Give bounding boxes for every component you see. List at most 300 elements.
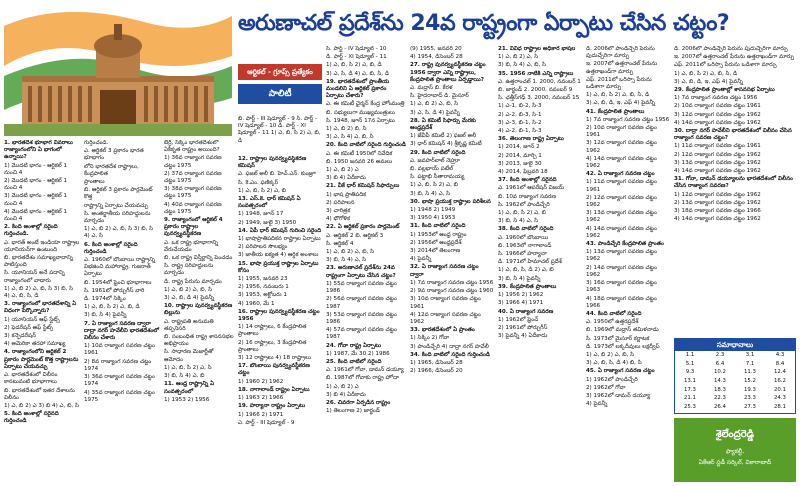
question-line: 33. భారతదేశంలో ఏ ప్రాంతం	[410, 327, 475, 334]
question-line: 1) ఎ, బి, సి 2) ఎ, బి, డి	[326, 62, 382, 69]
question-line: బి. భారతదేశంలో ఇతర దేశాలను విలీనం	[4, 387, 75, 401]
question-line: 3) బి, సి 4) పైవన్నీ	[84, 312, 127, 319]
question-line: 3) ఎ, సి, డి 4) పైవన్నీ	[410, 109, 460, 116]
question-line: 3) మొదటి భాగం - ఆర్టికల్ 1 నుంచి 4	[4, 193, 68, 207]
question-line: 1) సిక్కిం 2) గోవా	[410, 335, 450, 342]
question-line: 1) 55వ రాజ్యాంగ సవరణ చట్టం 1986	[326, 280, 397, 295]
question-line: 1) 1960 2) 1962	[238, 378, 284, 385]
question-line: 1) ఎ, బి 2) ఎ, బి, సి 3) బి, సి 4) ఎ, సి	[84, 226, 154, 240]
question-line: ఎ. ఈ కమిటీ ఛైర్మన్ కేంద్ర హోంమంత్రి	[326, 101, 405, 108]
question-line: 27. రాష్ట్ర పునర్వ్యవస్థీకరణ చట్టం 1956 ద్వారా ఎన్ని రాష్ట్రాలు, కేంద్రపాలిత ప్రాంతాలు ఏర్పడ్డాయి?	[410, 62, 486, 83]
question-line: 1) భాషాప్రాతిపదికన రాష్ట్రాల ఏర్పాటు	[238, 236, 321, 243]
question-line: 1) 2014, జూన్ 2	[498, 144, 540, 151]
answer-cell: 16.2	[773, 378, 786, 385]
question-line: 2) 1949, జులై 3) 1950	[238, 219, 297, 226]
question-line: 37. కింది అంశాల్లో సరైనది	[498, 177, 557, 184]
question-line: బి. 10వ రాజ్యాంగ సవరణ	[498, 193, 556, 200]
question-line: 1) ఎ, బి 2) ఎ	[326, 383, 359, 390]
question-line: 1) ఎ-1, బి-2, సి-3	[498, 103, 542, 110]
question-line: 20. కింది వాటిలో సరైంది గుర్తించండి	[326, 142, 406, 149]
answer-key	[674, 338, 796, 414]
question-line: సి. యూనియన్ అనే పదాన్ని రాజ్యాంగంలో వాడారు	[4, 270, 65, 284]
parliament-photo	[4, 6, 232, 136]
question-line: 14. ఏపీ ధార్ కమిషన్ గురించి సరైంది	[238, 227, 322, 234]
question-line: 28. ఏ కమిటీ సిఫార్సు మేరకు ఆంధ్రప్రదేశ్	[410, 117, 476, 132]
question-line: బెర్రీ, సిక్కిం భారతదేశంలో ఏకీకృత రాష్ట్రం అయింది?	[164, 140, 220, 154]
question-line: 4) భౌగోళిక	[326, 216, 351, 223]
question-line: 2) 9వ రాజ్యాంగ సవరణ చట్టం 1960	[410, 288, 494, 295]
question-line: 4) పైవన్నీ	[586, 401, 608, 408]
question-line: బి. 1963లో నాగాలాండ్	[498, 242, 552, 249]
question-line: 38. కింది వాటిలో సరైంది	[498, 226, 554, 233]
answer-cell: 5.1	[685, 360, 695, 367]
question-line: డి. రాష్ట్ర పేరును మార్చడం	[164, 278, 222, 285]
question-line: 1) ఎ, బి 2) ఎ, బి, సి	[410, 101, 458, 108]
question-line: 3) ఎ-3, బి-1, సి-2	[498, 119, 542, 126]
question-line: 15. భాషా ప్రయుక్త రాష్ట్రాల ఏర్పాటు కోసం	[238, 260, 319, 274]
question-line: 32. ఏ రాజ్యాంగ సవరణ చట్టం ద్వారా	[410, 264, 479, 278]
question-line: బి. 1969లో మద్రాస్ తమిళనాడు	[586, 327, 659, 334]
question-line: సి. 1962లో పాండిచ్చేరి	[498, 201, 550, 208]
question-line: 1) ఎ, బి, సి 2) ఎ, బి, సి, డి	[586, 92, 650, 99]
question-line: 16. రాష్ట్రాల పునర్వ్యవస్థీకరణ చట్టం 1956	[238, 308, 320, 323]
answer-cell: 4.3	[775, 352, 785, 359]
question-line: 2) 1966, డిసెంబర్ 20	[410, 368, 463, 375]
answer-cell: 24.3	[773, 395, 786, 402]
answer-cell: 6.4	[715, 360, 725, 367]
question-line: సి. 1966లో హర్యానా	[498, 251, 547, 258]
answer-cell: 21.1	[683, 395, 696, 402]
question-line: 1) ఎ, బి 2) ఎ, బి, సి 3) బి, సి 4) ఎ, బి, సి, డి	[4, 285, 74, 300]
parliament-building-icon	[4, 6, 232, 136]
question-line: ఎఫ్. 2011లో ఒరిస్సా పేరును ఒడిశాగా మార్పు	[674, 62, 777, 69]
question-line: 24. గోవా రాష్ట్ర ఏర్పాటు	[326, 342, 382, 349]
question-line: 1) భాష ప్రాతిపదిక	[326, 191, 367, 198]
question-line: 4) 14వ రాజ్యాంగ సవరణ చట్టం 1962	[586, 155, 657, 170]
question-line: 2) 37వ రాజ్యాంగ సవరణ చట్టం 1975	[164, 170, 222, 185]
question-line: 45. ఏ రాజ్యాంగ సవరణ చట్టం	[586, 368, 655, 375]
question-line: 2) 1962లో గోవా	[586, 384, 626, 391]
question-line: 3) 2013, జులై 30	[498, 160, 542, 167]
question-line: 1) జేవీపీ కమిటీ 2) ఫజల్ అలీ	[410, 133, 477, 140]
question-line: డి. 2006లో పాండిచ్చేరి పేరును పుదుచ్చేరిగా మార్పు	[674, 46, 788, 52]
question-line: ప్రాంతాలు	[84, 179, 105, 186]
question-line: 42. ఏ రాజ్యాంగ సవరణ చట్టం	[586, 171, 655, 178]
question-line: 1) 1965, డిసెంబర్ 28	[410, 359, 463, 366]
question-line: 1) 1948, జూన్ 17	[238, 211, 284, 218]
question-line: 9. రాజ్యాంగంలో ఆర్టికల్ 4 ప్రకారం రాష్ట్రాల పునర్వ్యవస్థీకరణ	[164, 217, 223, 238]
question-column-2	[84, 140, 160, 484]
question-line: 26. చివరగా ఏర్పడిన రాష్ట్రం	[326, 399, 391, 406]
question-line: 18. నాగాలాండ్ రాష్ట్రం ఏర్పాటు	[238, 386, 310, 393]
answer-cell: 28.1	[773, 403, 786, 410]
question-line: 25. కింది వాటిలో సరైంది	[326, 358, 382, 365]
question-line: 3) చారిత్రక	[326, 208, 351, 215]
question-line: 3) ఎ, బి, డి, ఇ, ఎఫ్ 4) పైవన్నీ	[674, 78, 744, 85]
question-line: 3) ఎ, సి 4) ఎ, బి, సి	[326, 134, 374, 141]
question-line: 2) 1956లో ఆంధ్రప్రదేశ్	[410, 239, 462, 246]
question-line: ఎ. ఉత్తరాంచల్ 1. 2000, నవంబర్ 1	[498, 78, 581, 85]
question-line: 3) 36వ రాజ్యాంగ సవరణ చట్టం 1974	[84, 374, 155, 388]
question-line: 1) 1948 2) 1949	[410, 207, 456, 214]
question-line: బి. 1987లో గోవాకు రాష్ట్ర హోదా	[326, 375, 399, 382]
page-title: అరుణాచల్ ప్రదేశ్‌ను 24వ రాష్ట్రంగా ఏర్పాటు చేసిన చట్టం?	[238, 11, 730, 36]
question-line: 1) 1955, జనవరి 23	[238, 276, 288, 283]
question-line: 44. కింది వాటిలో సరైంది	[586, 310, 642, 317]
question-line: 1) 1963 2) 1966	[238, 395, 284, 402]
question-line: 3) జాతీయ ఐక్యత 4) ఆర్థిక అంశాలు	[238, 252, 319, 259]
question-line: 1) ఎ, బి, సి 2) ఎ, బి	[410, 182, 458, 189]
question-line: బి. 1950 జనవరి 26 అమలు	[326, 158, 393, 165]
question-line: 3) ఎ, బి, డి 4) పైవన్నీ	[164, 295, 215, 302]
question-line: 3) ఎ, బి, డి, ఇ, ఎఫ్ 4) పైవన్నీ	[586, 100, 656, 107]
question-line: 2) పరిపాలన సౌలభ్యం	[238, 244, 288, 251]
answer-key-table	[675, 351, 795, 411]
question-line: 1) మొదటి భాగం - ఆర్టికల్ 1 నుంచి 4	[4, 162, 68, 176]
question-line: 2) పరిపాలన	[326, 199, 355, 206]
question-column-8	[586, 46, 670, 486]
question-line: బి. 1954లో ఫ్రెంచి భూభాగాలు	[84, 279, 152, 286]
question-line: 39. కేంద్రపాలిత ప్రాంతాలు	[498, 283, 557, 290]
question-line: 3) 13వ రాజ్యాంగ సవరణ చట్టం 1962	[674, 159, 761, 166]
question-line: 1) ఎ, బి 2) ఎ 3) బి 4) ఎ, బి, సి	[4, 402, 79, 409]
question-line: 4) 1954, డిసెంబర్ 28	[410, 54, 463, 61]
question-line: ఎఫ్. 2011లో ఒరిస్సా పేరును ఒడిశాగా మార్పు	[586, 76, 652, 91]
question-column-5	[326, 46, 406, 486]
question-line: 4. రాజ్యాంగంలోని ఆర్టికల్ 2 ప్రకారం పార్లమెంట్ కొత్త రాష్ట్రాలను ఏర్పాటు చేయవచ్చు	[4, 349, 79, 370]
question-line: 3) బి, సి 4) ఎ, సి	[410, 190, 451, 197]
answer-cell: 8.4	[775, 360, 785, 367]
question-line: 3) 12 రాష్ట్రాలు 4) 18 రాష్ట్రాలు	[238, 355, 312, 362]
question-line: సి. 1948, జూన్ 17న ఏర్పాటు	[326, 117, 395, 124]
question-line: 1. భారతదేశ భూభాగ వివరాలు రాజ్యాంగంలోని ఏ భాగంలో ఉన్నాయి?	[4, 140, 73, 161]
question-line: 3) ఎ, బి, సి, డి 4) బి, సి	[586, 360, 642, 367]
question-line: 1) తెలంగాణ 2) జార్ఖండ్	[326, 408, 380, 415]
question-line: ఇ. 2007లో ఉత్తరాంచల్ పేరును ఉత్తరాఖండ్‌గా మార్పు	[586, 61, 658, 75]
question-line: 43. పాండిచ్చేరి కేంద్రపాలిత ప్రాంతం	[586, 241, 664, 248]
section-tag	[238, 64, 322, 110]
question-line: 1) 1966 2) 1971	[238, 411, 284, 418]
answer-cell: 10.2	[713, 369, 726, 376]
question-line: 21. వీకే ధార్ కమిషన్ సిఫార్సులు	[326, 183, 400, 190]
question-line: 3) 10వ రాజ్యాంగ సవరణ చట్టం 1961	[410, 296, 481, 310]
answer-row	[675, 385, 795, 394]
question-line: 1) ఎ, బి, సి, డి 2) ఎ, బి	[498, 267, 554, 274]
question-line: 1) ఎ, బి, సి 2) ఎ, సి	[164, 364, 212, 371]
question-line: సి. ఆర్టికల్ 4	[326, 240, 354, 247]
question-column-3	[164, 140, 234, 484]
question-line: ఎ. 1950లో ఉత్తరప్రదేశ్	[586, 319, 639, 326]
question-line: 21. వివిధ రాష్ట్రాల అధికార భాషల	[498, 46, 576, 52]
question-line: సి. ఛత్తీస్‌గఢ్ 3. 2000, నవంబర్ 15	[498, 95, 580, 102]
question-line: 17. బొంబాయి పునర్వ్యవస్థీకరణ చట్టం	[238, 363, 310, 377]
question-line: 1) 11వ రాజ్యాంగ సవరణ చట్టం 1961	[586, 179, 657, 193]
question-line: 2) 10వ రాజ్యాంగ సవరణ చట్టం 1961	[586, 125, 657, 139]
question-line: డి. 2006లో పాండిచ్చేరి పేరును పుదుచ్చేరిగా మార్పు	[586, 46, 655, 60]
question-line: 4) 1960, మే 1	[238, 300, 275, 307]
question-line: 1) 1962లో ఫ్రెంచ్	[498, 316, 539, 323]
question-line: 2) 56వ రాజ్యాంగ సవరణ చట్టం 1987	[326, 296, 397, 310]
question-line: 11. ఆంధ్ర రాష్ట్రాన్ని ఏ సంవత్సరంలో	[164, 381, 215, 395]
question-line: 1) ఎ, బి, సి 2) ఎ, బి	[498, 210, 546, 217]
question-line: 3) 38వ రాజ్యాంగ సవరణ చట్టం 1975	[164, 186, 222, 200]
answer-row	[675, 394, 795, 403]
answer-cell: 15.2	[743, 378, 756, 385]
question-line: ఎ. భారతదేశంలో విలీనం కానటువంటి భూభాగాలు	[4, 372, 58, 386]
tag-category: ఆర్టికల్ - గ్రూప్స్ ప్రత్యేకం	[238, 64, 322, 80]
question-line: 41. కేంద్రపాలిత ప్రాంతాలు	[586, 108, 645, 115]
question-line: 1) ఎ, బి, సి 2) ఎ, బి, డి	[84, 304, 140, 311]
question-line: 19. హర్యానా రాష్ట్రం ఏర్పాటు	[238, 403, 306, 410]
answer-cell: 3.1	[745, 352, 755, 359]
question-line: 1) 12వ రాజ్యాంగ సవరణ చట్టం 1962	[674, 191, 761, 198]
tag-subline: బి. పార్ట్ - III షెడ్యూల్ - 9 సి. పార్ట్ - IV షెడ్యూల్ - 10 డి. పార్ట్ - XI షెడ్యూల్ - 11 1) ఎ, బి, సి 2) ఎ, బి, డి	[238, 116, 321, 144]
question-line: 3) 18వ రాజ్యాంగ సవరణ చట్టం 1966	[674, 208, 761, 215]
question-line: సి. 1973లో మైసూర్ కర్ణాటక	[586, 335, 650, 342]
question-line: 4) 14వ రాజ్యాంగ సవరణ చట్టం 1962	[674, 168, 761, 175]
question-line: ఎ. పార్ట్ - III షెడ్యూల్ - 9	[238, 419, 295, 426]
answer-row	[675, 351, 795, 360]
question-line: డి. 1973లో లక్కదీవులు లక్షద్వీప్	[586, 343, 660, 350]
question-line: ఎ. ఆర్టికల్ 3 ప్రకారం భారత భూభాగం	[84, 148, 144, 162]
question-line: 3) 53వ రాజ్యాంగ సవరణ చట్టం 1986	[326, 311, 397, 325]
question-line: 19. భారతదేశంలో ప్రాంతీయ మండలిని ఏ ఆర్టికల్ ప్రకారం ఏర్పాటు చేశారు?	[326, 78, 390, 100]
question-line: 1) 1953లో ఆంధ్ర రాష్ట్రం	[410, 231, 467, 238]
question-column-1	[4, 140, 80, 484]
question-line: బి. భారతదేశం సమాఖ్యవాదాన్ని పాటిస్తుంది	[4, 255, 73, 269]
question-line: 34. కింది వాటిలో సరైంది గుర్తించండి	[410, 351, 490, 358]
question-line: 3) బి, సి 4) ఎ, సి	[326, 257, 367, 264]
question-line: 1) ఎ, బి 2) ఎ, బి, సి	[164, 286, 212, 293]
author-name: శైలేంద్రరెడ్డి	[715, 429, 755, 440]
tag-subject: పాలిటీ	[238, 84, 322, 104]
question-line: బి. సభ్యులుగా ముఖ్యమంత్రులు	[326, 109, 395, 116]
question-line: 1) 1953 2) 1956	[164, 396, 210, 403]
answer-cell: 13.1	[683, 378, 696, 385]
question-line: 4) 14వ రాజ్యాంగ సవరణ చట్టం 1962	[586, 225, 657, 239]
question-line: 1) 11వ రాజ్యాంగ సవరణ చట్టం 1961	[674, 143, 761, 150]
question-line: ఎ. ఆర్టికల్ 2 బి. ఆర్టికల్ 3	[326, 232, 384, 239]
question-line: 2) 12వ రాజ్యాంగ సవరణ చట్టం 1962	[586, 194, 657, 209]
question-line: 1) ఎ, బి 2) ఎ, బి, సి	[586, 351, 634, 358]
question-line: 2) 8వ రాజ్యాంగ సవరణ చట్టం 1974	[84, 358, 152, 372]
answer-row	[675, 368, 795, 377]
question-line: సి. పార్ట్ - IV షెడ్యూల్ - 10	[326, 46, 387, 52]
answer-cell: 27.3	[743, 403, 756, 410]
answer-cell: 23.3	[743, 395, 756, 402]
question-line: 36. తెలంగాణ రాష్ట్ర ఏర్పాటు	[498, 136, 564, 143]
answer-cell: 26.4	[713, 403, 726, 410]
question-line: 1) 36వ రాజ్యాంగ సవరణ చట్టం 1975	[164, 155, 222, 169]
question-line: 2) 1956, నవంబరు 1	[238, 284, 289, 291]
question-line: 3) పైవన్నీ 4) ఏదీకాదు	[498, 333, 548, 340]
question-line: 30. భాషా ప్రయుక్త రాష్ట్రాల పరిశీలన	[410, 198, 491, 205]
question-line: 1) ఎ, బి 2) ఎ, బి, సి	[326, 249, 374, 256]
question-line: 12. రాష్ట్రాల పునర్వ్యవస్థీకరణ కమిషన్	[238, 156, 307, 170]
question-line: డి. 1971లో హిమాచల్ ప్రదేశ్	[498, 259, 562, 266]
question-line: 10. రాష్ట్రాల పునర్వ్యవస్థీకరణ బిల్లును	[164, 303, 233, 317]
question-line: 7. ఏ రాజ్యాంగ సవరణ ద్వారా దాద్రా నగర్ హవేలీని భారతదేశంలో విలీనం చేశారు	[84, 320, 160, 342]
question-line: 40. ఏ రాజ్యాంగ సవరణ	[498, 308, 554, 315]
question-line: 5. కింది అంశాల్లో సరైనది గుర్తించండి	[4, 411, 59, 425]
answer-cell: 12.4	[773, 369, 786, 376]
question-line: 1) 7వ రాజ్యాంగ సవరణ చట్టం 1956	[674, 95, 758, 102]
question-line: 1) ఎ, బి 2) బి, సి	[326, 126, 367, 133]
question-line: బి. ఒక రాష్ట్ర విస్తీర్ణాన్ని పెంచడం	[164, 255, 233, 262]
question-column-9	[674, 46, 796, 336]
question-line: సి. సాధారణ మెజార్టీతో ఆమోదం	[164, 349, 214, 363]
question-line: సి. కె.ఎం. ఫణిక్కర్	[238, 179, 279, 186]
question-line: ఇ. 2007లో ఉత్తరాంచల్ పేరును ఉత్తరాఖండ్‌గా మార్పు	[674, 54, 795, 61]
question-line: 1) 1956 2) 1962	[498, 292, 544, 299]
question-line: 3) బి 4) ఏదీకాదు	[326, 175, 366, 182]
question-line: 29. కింది వాటిలో సరైంది	[410, 149, 466, 156]
question-line: 31. గోవా, డామన్ డయ్యూలను భారతదేశంలో విలీనం చేసిన రాజ్యాంగ సవరణ?	[674, 176, 793, 190]
question-line: 3) బి, సి 4) ఎ, బి	[164, 373, 205, 380]
question-line: 2) 1961లో పోర్చుగీస్	[498, 324, 548, 331]
question-line: 3) కన్ఫెడరేషన్	[4, 333, 36, 340]
question-line: 35. 1956 నాటికి ఎన్ని రాష్ట్రాలు	[498, 70, 574, 77]
question-line: 4) 57వ రాజ్యాంగ సవరణ చట్టం 1987	[326, 327, 397, 341]
author-role: ఫ్యాకల్టీ,	[725, 448, 745, 455]
question-line: ఎ. 1961లో ఆపరేషన్ విజయ్	[498, 185, 565, 192]
answer-cell: 19.3	[743, 386, 756, 393]
question-line: 31. కింది వాటిలో సరైంది	[410, 223, 466, 230]
author-place: ఏకేఆర్ స్టడీ సర్కిల్, వికారాబాద్	[698, 459, 772, 466]
answer-row	[675, 377, 795, 386]
question-line: 3) 2014లో తెలంగాణ	[410, 248, 461, 255]
question-line: 30. దాద్రా నగర్ హవేలీని భారతదేశంలో విలీనం చేసిన రాజ్యాంగ సవరణ చట్టం?	[674, 128, 792, 142]
question-line: 3) పాండిచ్చేరి 4) దాద్రా నగర్ హవేలీ	[410, 343, 489, 350]
question-line: 2) ఫెడరేషన్ ఆఫ్ స్టేట్స్	[4, 324, 54, 331]
question-line: 1) 14 రాష్ట్రాలు, 6 కేంద్రపాలిత ప్రాంతాలు	[238, 324, 307, 338]
question-line: 6. కింది అంశాల్లో సరైంది గుర్తించండి	[84, 241, 138, 255]
question-column-6	[410, 46, 494, 486]
question-line: సి. హైదరాబాద్ డి. మైసూర్	[410, 93, 469, 100]
question-line: 2) 2014, మార్చి 1	[498, 152, 542, 159]
question-line: 4) 40వ రాజ్యాంగ సవరణ చట్టం 1975	[164, 201, 222, 215]
question-line: 4) 2014, ఫిబ్రవరి 18	[498, 169, 548, 176]
question-line: 29. కేంద్రపాలిత ప్రాంతాల్లో శాసనసభ ఏర్పాటు	[674, 87, 775, 94]
question-line: ఎ. భారత్ అంటే ఇండియా రాష్ట్రాల యూనియన్‌గా ఉంటుంది	[4, 239, 80, 253]
answer-cell: 1.1	[685, 352, 695, 359]
question-line: 3) బి, సి 4) ఎ, సి	[498, 218, 539, 225]
question-line: 3) 12వ రాజ్యాంగ సవరణ చట్టం 1962	[586, 140, 657, 154]
question-line: 4) 14వ రాజ్యాంగ సవరణ చట్టం 1962	[674, 119, 761, 126]
question-line: 3) బి, సి 4) ఎ, బి, సి	[498, 62, 546, 69]
question-line: 2) 12వ రాజ్యాంగ సవరణ చట్టం 1962	[674, 151, 761, 158]
question-line: ఎ. ఈ కమిటీ 1950లో నివేదిక	[326, 150, 393, 157]
question-line: ఎ. ఒక రాష్ట్ర భూభాగాన్ని వేరుచేయడం	[164, 239, 219, 253]
question-line: 1) ఎ, బి, సి 2) ఎ, బి	[238, 187, 286, 194]
answer-key-title: సమాధానాలు	[675, 339, 795, 351]
question-line: 3) ధార్ కమిషన్ 4) శ్రీకృష్ణ కమిటీ	[410, 141, 482, 148]
question-line: 2) 14వ రాజ్యాంగ సవరణ చట్టం 1962	[586, 264, 657, 278]
question-line: బి. జార్ఖండ్ 2. 2000, నవంబర్ 9	[498, 87, 573, 94]
question-line: రాష్ట్రాన్ని ఏర్పాటు చేయవచ్చు	[84, 202, 149, 209]
question-line: ఎ. మద్రాస్ బి. కేరళ	[410, 85, 453, 92]
question-line: 1) 1962లో పాండిచ్చేరి	[586, 376, 638, 383]
question-line: ఎ. రాష్ట్రపతి అనుమతి తప్పనిసరి	[164, 318, 214, 332]
question-line: 4) 12వ రాజ్యాంగ సవరణ చట్టం 1962	[410, 311, 481, 325]
question-line: 4) అమెరికా తరహా సమాఖ్య	[4, 341, 66, 348]
question-line: సి. రాష్ట్ర సరిహద్దులను మార్చడం	[164, 263, 214, 277]
question-line: 4) 35వ రాజ్యాంగ సవరణ చట్టం 1975	[84, 389, 155, 403]
question-line: 1) ఎ, బి 2) ఎ, సి	[498, 54, 539, 61]
question-line: 3) ఎ, సి, డి 4) ఎ, బి, సి, డి	[326, 70, 389, 77]
answer-cell: 9.3	[685, 369, 695, 376]
question-line: సి. అంతర్జాతీయ సరిహద్దులను మార్చడం	[84, 210, 151, 225]
question-line: 1) యూనియన్ ఆఫ్ స్టేట్స్	[4, 316, 60, 323]
question-line: 3) 1953, అక్టోబరు 1	[238, 292, 287, 299]
question-line: 3) 1950 4) 1953	[410, 215, 456, 222]
question-column-4	[238, 156, 322, 486]
question-line: 1) ఎ, బి 2) ఎ	[326, 167, 359, 174]
question-line: 1) 10వ రాజ్యాంగ సవరణ చట్టం 1961	[84, 343, 155, 357]
question-line: 3) 1966 4) 1971	[498, 300, 544, 307]
question-line: 1) 7వ రాజ్యాంగ సవరణ చట్టం 1956	[410, 279, 494, 286]
answer-cell: 20.1	[773, 386, 786, 393]
question-line: 1) ఎ, బి, సి 2) ఎ, బి, సి, డి	[674, 70, 738, 77]
author-box	[674, 418, 796, 482]
question-line: ఎ. 1960లో బొంబాయి రాష్ట్రాన్ని విభజించి మహారాష్ట్ర, గుజరాత్ ఏర్పాటు	[84, 257, 156, 278]
question-line: 4) మొదటి భాగం - ఆర్టికల్ 1 నుంచి 4	[4, 208, 68, 223]
question-line: బి. వల్లభాయ్ పటేల్	[410, 166, 454, 173]
answer-cell: 2.3	[715, 352, 725, 359]
question-line: ఎ. జవహర్‌లాల్ నెహ్రూ	[410, 157, 460, 164]
question-line: 3) 16వ రాజ్యాంగ సవరణ చట్టం 1963	[586, 280, 657, 294]
answer-cell: 18.3	[713, 386, 726, 393]
question-line: 23. అరుణాచల్ ప్రదేశ్‌ను 24వ రాష్ట్రంగా ఏర్పాటు చేసిన చట్టం?	[326, 265, 396, 279]
question-line: 3) 12వ రాజ్యాంగ సవరణ చట్టం 1962	[674, 111, 761, 118]
question-line: ఎ. ఫజల్ అలీ బి. హెచ్.ఎన్. కుంజ్రూ	[238, 171, 316, 178]
question-line: 3. రాజ్యాంగంలో భారతదేశాన్ని ఏ విధంగా పేర్కొన్నారు?	[4, 301, 77, 315]
question-line: లోని భారతదేశ రాష్ట్రాలు, కేంద్రపాలిత	[84, 163, 139, 177]
answer-cell: 22.3	[713, 395, 726, 402]
question-line: డి. పార్ట్ - XI షెడ్యూల్ - 11	[326, 54, 387, 61]
answer-cell: 7.1	[745, 360, 755, 367]
question-line: 2) ఎ-2, బి-3, సి-1	[498, 111, 542, 118]
question-line: ఎ. 1960లో బొంబాయి	[498, 234, 549, 241]
question-line: 3) బి, సి 4) పైవన్నీ	[498, 275, 541, 282]
question-line: 2) 10వ రాజ్యాంగ సవరణ చట్టం 1961	[674, 103, 761, 110]
question-line: 2. కింది అంశాల్లో సరైంది గుర్తించండి.	[4, 224, 58, 238]
question-line: 3) 1962లో డామన్ డయ్యూ	[586, 392, 651, 399]
question-line: 4) ఎ-2, బి-1, సి-3	[498, 128, 542, 135]
question-line: 2) మొదటి భాగం - ఆర్టికల్ 1 నుంచి 4	[4, 178, 68, 192]
question-line: సి. పట్టాభి సీతారామయ్య	[410, 174, 465, 181]
answer-cell: 14.3	[713, 378, 726, 385]
question-line: బి. సంబంధిత రాష్ట్ర శాసనసభల అభిప్రాయం	[164, 334, 234, 348]
question-line: 4) పైవన్నీ	[410, 256, 432, 263]
question-line: 1) 7వ రాజ్యాంగ సవరణ చట్టం 1956	[586, 116, 670, 123]
question-line: గుర్తించండి.	[84, 140, 109, 146]
answer-row	[675, 360, 795, 369]
question-line: (9) 1955, జనవరి 20	[410, 46, 462, 52]
question-line: బి. ఆర్టికల్ 3 ప్రకారం పార్లమెంట్ కొత్త	[84, 187, 153, 201]
question-line: 1) 13వ రాజ్యాంగ సవరణ చట్టం 1962	[586, 249, 657, 263]
question-line: 1) 1987, మే 30 2) 1986	[326, 350, 390, 357]
question-line: 3) బి 4) ఏదీకాదు	[326, 391, 366, 398]
answer-cell: 25.3	[683, 403, 696, 410]
question-line: డి. 1974లో సిక్కిం	[84, 296, 126, 303]
question-line: సి. 1961లో పోర్చుగీస్ వారి	[84, 287, 145, 294]
question-line: 4) 18వ రాజ్యాంగ సవరణ చట్టం 1966	[586, 295, 657, 309]
answer-cell: 11.3	[743, 369, 756, 376]
answer-cell: 17.3	[683, 386, 696, 393]
question-line: ఎ. 1961లో గోవా, డామన్ డయ్యూ	[326, 367, 404, 374]
question-line: 3) 13వ రాజ్యాంగ సవరణ చట్టం 1962	[586, 210, 657, 224]
